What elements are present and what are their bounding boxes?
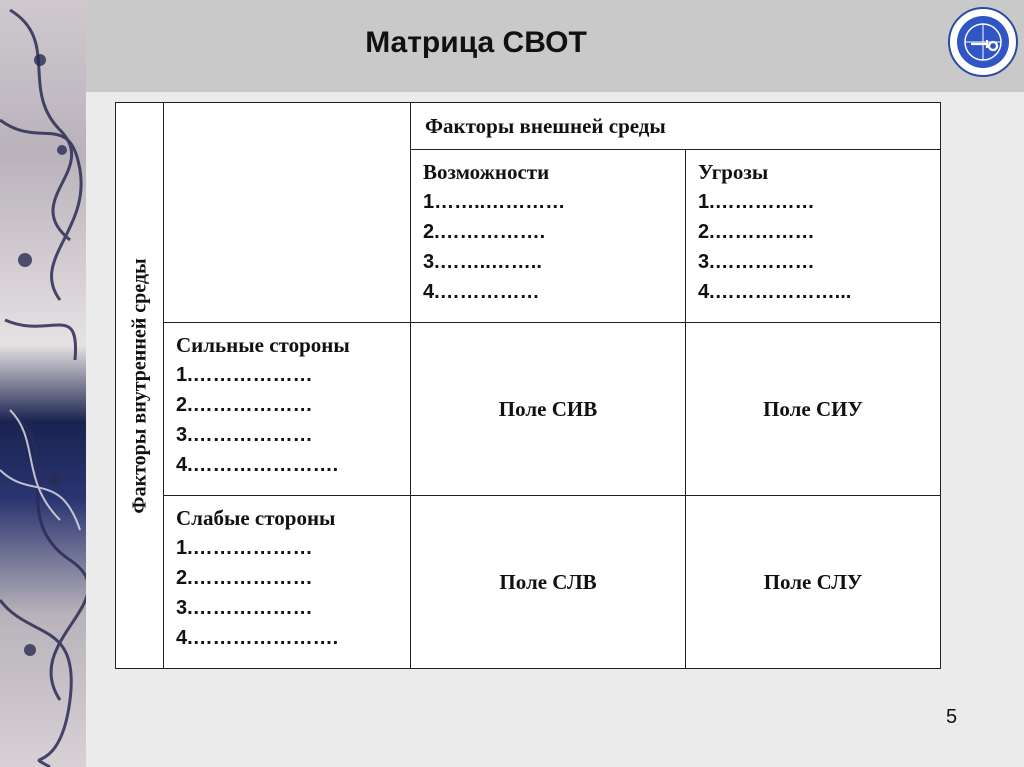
- corner-empty-cell: [164, 103, 411, 323]
- strengths-item: 3.………………: [176, 424, 313, 446]
- field-wo: Поле СЛВ: [411, 496, 686, 669]
- weaknesses-item: 4.………………….: [176, 627, 339, 649]
- strengths-title: Сильные стороны: [176, 333, 350, 357]
- internal-factors-label: Факторы внутренней среды: [128, 257, 150, 514]
- swot-matrix-table: [115, 102, 941, 669]
- weaknesses-item: 1.………………: [176, 537, 313, 559]
- threats-item: 1.……………: [698, 191, 815, 213]
- decorative-ornament-strip: [0, 0, 86, 767]
- opportunities-item: 3.……..……..: [423, 251, 542, 273]
- opportunities-item: 1……..…………: [423, 191, 566, 213]
- strengths-item: 2.………………: [176, 394, 313, 416]
- opportunities-cell: [411, 150, 686, 323]
- field-st: Поле СИУ: [686, 323, 941, 496]
- threats-title: Угрозы: [698, 160, 769, 184]
- ornament-swirls: [0, 0, 86, 767]
- weaknesses-cell: [164, 496, 411, 669]
- page-number: 5: [946, 706, 958, 728]
- opportunities-item: 4.……………: [423, 281, 540, 303]
- threats-item: 3.……………: [698, 251, 815, 273]
- strengths-item: 4.………………….: [176, 454, 339, 476]
- opportunities-item: 2.…………….: [423, 221, 546, 243]
- strengths-item: 1.………………: [176, 364, 313, 386]
- strengths-cell: [164, 323, 411, 496]
- threats-item: 2.……………: [698, 221, 815, 243]
- weaknesses-item: 2.………………: [176, 567, 313, 589]
- opportunities-title: Возможности: [423, 160, 550, 184]
- internal-factors-cell: [116, 103, 164, 669]
- weaknesses-title: Слабые стороны: [176, 506, 336, 530]
- field-wt: Поле СЛУ: [686, 496, 941, 669]
- weaknesses-item: 3.………………: [176, 597, 313, 619]
- field-so: Поле СИВ: [411, 323, 686, 496]
- threats-cell: [686, 150, 941, 323]
- slide-title: Матрица СВОТ: [365, 26, 587, 59]
- threats-item: 4.………………...: [698, 281, 852, 303]
- university-emblem-icon: [947, 6, 1019, 78]
- external-factors-header: Факторы внешней среды: [411, 103, 941, 150]
